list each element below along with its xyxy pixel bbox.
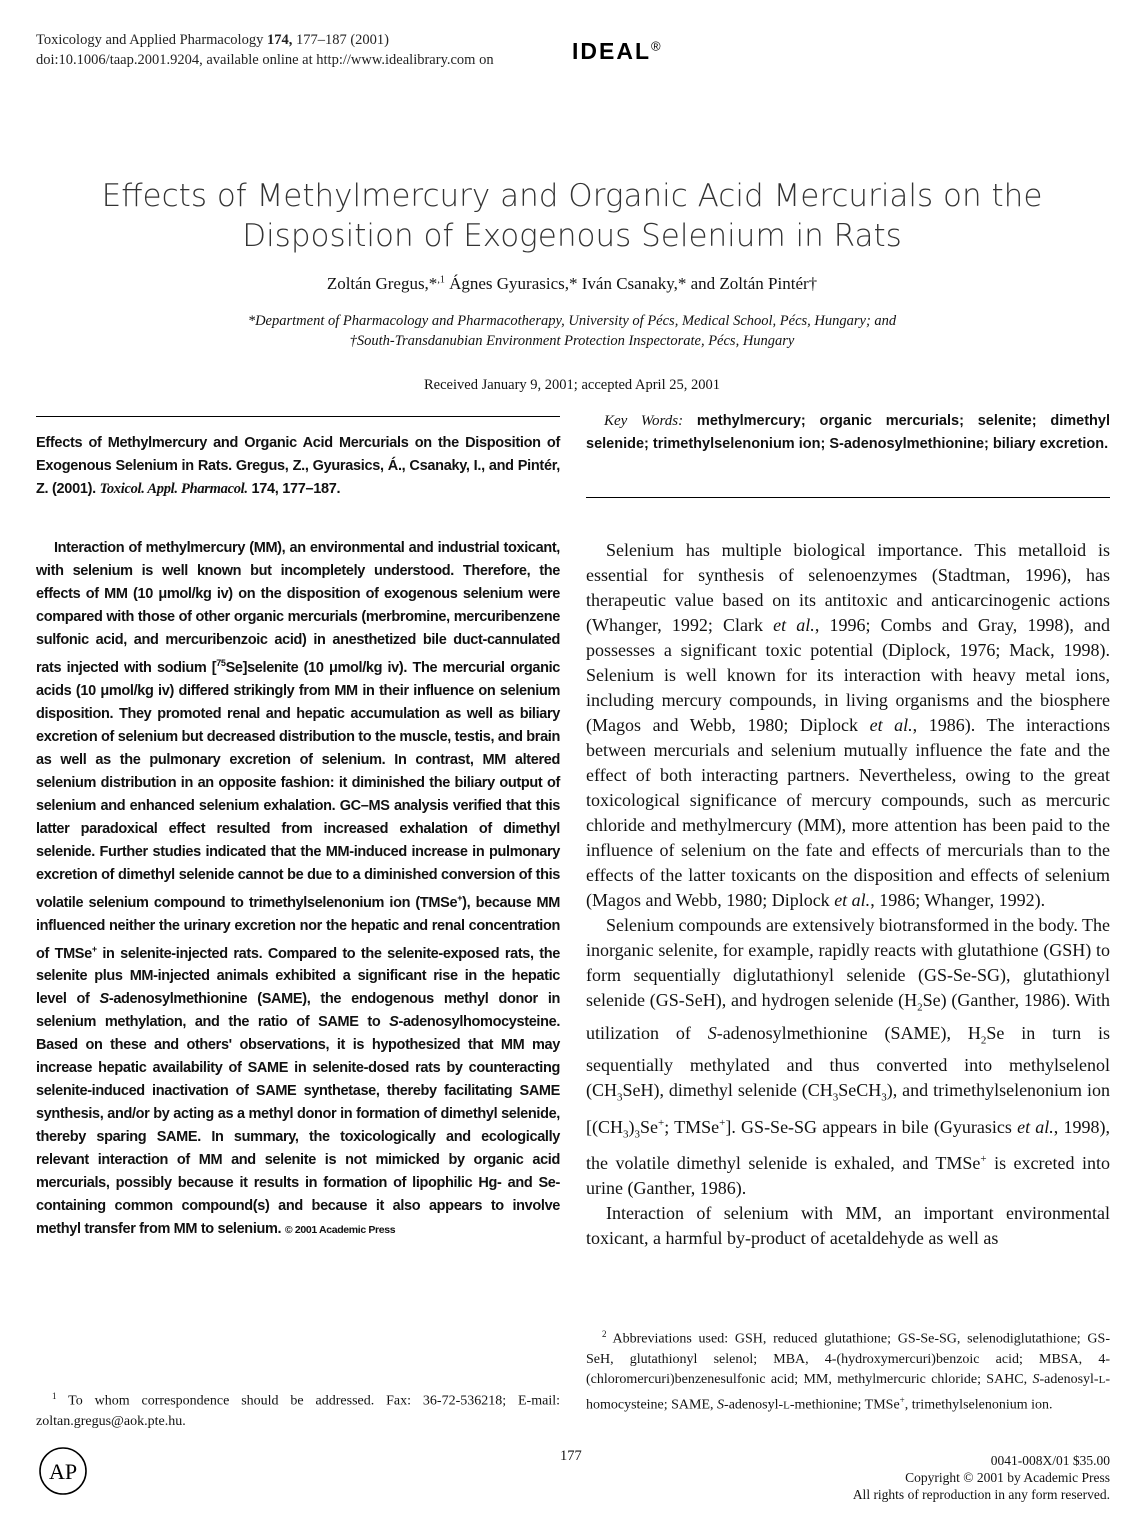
intro-paragraph-2: Selenium compounds are extensively biotransformed in the body. The inorganic selenite, for example, rapidly reacts with glutathione (GSH) to form sequentially diglutathionyl selenide (GS-Se-SG), glutathionyl selenide (GS-SeH), and hydrogen selenide $(H_2Se)$ (Ganther, 1986). With utilization of S-adenosylmethionine (SAME), $H_2Se$ in turn is sequentially methylated and thus converted into methylselenol $(CH_3SeH)$, dimethyl selenide $(CH_3SeCH_3)$, and trimethylselenonium ion [$(CH_3)_3Se^+$; TMSe+]. GS-Se-SG appears in bile (Gyurasics et al., 1998), the volatile dimethyl selenide is exhaled, and TMSe+ is excreted into urine (Ganther, 1986).: [586, 915, 1111, 1199]
journal-volume: 174,: [266, 32, 293, 48]
abstract-citation-text: Effects of Methylmercury and Organic Acid Mercurials on the Disposition of Exogenous Selenium in Rats. Gregus, Z., Gyurasics, Á., Csanaky, I., and Pintér, Z. (2001).: [36, 435, 560, 497]
keywords-bottom-rule: [586, 497, 1110, 498]
keywords-text: methylmercury; organic mercurials; selenite; dimethyl selenide; trimethylselenonium ion; S-adenosylmethionine; biliary excretion.: [586, 413, 1110, 452]
doi-line: doi:10.1006/taap.2001.9204, available online at http://www.idealibrary.com on: [36, 52, 494, 68]
copyright-line: Copyright © 2001 by Academic Press: [905, 1470, 1110, 1485]
ideal-logo: [572, 38, 663, 65]
academic-press-logo: [38, 1446, 88, 1496]
keywords-label: Key Words:: [604, 413, 684, 429]
copyright-price: 0041-008X/01 $35.00: [990, 1453, 1110, 1468]
journal-header: [36, 30, 494, 70]
academic-press-logo-text: AP: [48, 1459, 78, 1484]
introduction-text: [586, 538, 1110, 1251]
abstract-citation-ref: 174, 177–187.: [251, 481, 341, 497]
affiliation-2: †South-Transdanubian Environment Protection Inspectorate, Pécs, Hungary: [349, 333, 795, 349]
article-title: [60, 176, 1084, 256]
copyright-block: [853, 1452, 1110, 1503]
journal-citation-line: [36, 30, 494, 50]
abstract-citation-journal: Toxicol. Appl. Pharmacol.: [99, 481, 248, 497]
footnote-correspondence: $^1$ To whom correspondence should be addressed. Fax: 36-72-536218; E-mail: zoltan.gregus@aok.pte.hu.: [36, 1391, 560, 1429]
abstract-top-rule: [36, 416, 560, 417]
ideal-logo-text: IDEAL: [572, 38, 651, 64]
title-line-2: Disposition of Exogenous Selenium in Rats: [242, 218, 902, 254]
keywords: [586, 410, 1110, 456]
author-list: Zoltán Gregus,*$^{,1}$ Ágnes Gyurasics,* Iván Csanaky,* and Zoltán Pintér†: [326, 274, 818, 293]
abstract-citation: [36, 432, 560, 501]
journal-name: Toxicology and Applied Pharmacology: [36, 32, 264, 48]
received-dates: Received January 9, 2001; accepted April 25, 2001: [424, 377, 720, 393]
intro-paragraph-1: Selenium has multiple biological importance. This metalloid is essential for synthesis of selenoenzymes (Stadtman, 1996), has therapeutic value based on its antitoxic and anticarcinogenic actions (Whanger, 1992; Clark et al., 1996; Combs and Gray, 1998), and possesses a significant toxic potential (Diplock, 1976; Mack, 1998). Selenium is well known for its interaction with heavy metal ions, including mercury compounds, in living organisms and the biosphere (Magos and Webb, 1980; Diplock et al., 1986). The interactions between mercurials and selenium mutually influence the fate and the effect of both interacting partners. Nevertheless, owing to the great toxicological significance of mercury compounds, such as mercuric chloride and methylmercury (MM), more attention has been paid to the influence of selenium on the fate and effects of mercurials than to the effects of the latter toxicants on the disposition and effects of selenium (Magos and Webb, 1980; Diplock et al., 1986; Whanger, 1992).: [586, 540, 1111, 910]
journal-pages-year: 177–187 (2001): [295, 32, 389, 48]
title-line-1: Effects of Methylmercury and Organic Acid Mercurials on the: [101, 178, 1043, 214]
rights-line: All rights of reproduction in any form reserved.: [852, 1487, 1110, 1502]
footnote-abbreviations: $^2$ Abbreviations used: GSH, reduced glutathione; GS-Se-SG, selenodiglutathione; GS-SeH, glutathionyl selenol; MBA, 4-(hydroxymercuri)benzoic acid; MBSA, 4-(chloromercuri)benzenesulfonic acid; MM, methylmercuric chloride; SAHC, S-adenosyl-L-homocysteine; SAME, S-adenosyl-L-methionine; TMSe+, trimethylselenonium ion.: [586, 1329, 1110, 1413]
abstract-copyright: © 2001 Academic Press: [284, 1224, 396, 1237]
registered-mark: ®: [651, 38, 663, 54]
affiliation-1: *Department of Pharmacology and Pharmacotherapy, University of Pécs, Medical School, Pécs, Hungary; and: [247, 313, 897, 329]
intro-paragraph-3: Interaction of selenium with MM, an important environmental toxicant, a harmful by-product of acetaldehyde as well as: [586, 1203, 1110, 1249]
abstract-text: Interaction of methylmercury (MM), an environmental and industrial toxicant, with selenium is well known but incompletely understood. Therefore, the effects of MM (10 μmol/kg iv) on the disposition of exogenous selenium were compared with those of other organic mercurials (merbromine, mercuribenzene sulfonic acid, and mercuribenzoic acid) in anesthetized bile duct-cannulated rats injected with sodium [$^{75}$Se]selenite (10 μmol/kg iv). The mercurial organic acids (10 μmol/kg iv) differed strikingly from MM in their influence on selenium disposition. They promoted renal and hepatic accumulation as well as biliary excretion of selenium but decreased distribution to the muscle, testis, and brain as well as the pulmonary excretion of selenium. In contrast, MM altered selenium distribution in an opposite fashion: it diminished the biliary output of selenium and enhanced selenium exhalation. GC–MS analysis verified that this latter paradoxical effect resulted from increased exhalation of dimethyl selenide. Further studies indicated that the MM-induced increase in pulmonary excretion of dimethyl selenide cannot be due to a diminished conversion of this volatile selenium compound to trimethylselenonium ion (TMSe+), because MM influenced neither the urinary excretion nor the hepatic and renal concentration of TMSe+ in selenite-injected rats. Compared to the selenite-exposed rats, the selenite plus MM-injected animals exhibited a significant rise in the hepatic level of S-adenosylmethionine (SAME), the endogenous methyl donor in selenium methylation, and the ratio of SAME to S-adenosylhomocysteine. Based on these and others' observations, it is hypothesized that MM may increase hepatic availability of SAME in selenite-dosed rats by counteracting selenite-induced inactivation of SAME synthetase, thereby facilitating SAME synthesis, and/or by acting as a methyl donor in formation of dimethyl selenide, thereby sparing SAME. In summary, the toxicologically and ecologically relevant interaction of MM and selenite is not mimicked by organic acid mercurials, possibly because it results in formation of lipophilic Hg- and Se-containing common compound(s) and because it also appears to involve methyl transfer from MM to selenium. © 2001 Academic Press: [36, 540, 561, 1238]
page-number: 177: [560, 1448, 582, 1464]
affiliations: [60, 311, 1084, 351]
